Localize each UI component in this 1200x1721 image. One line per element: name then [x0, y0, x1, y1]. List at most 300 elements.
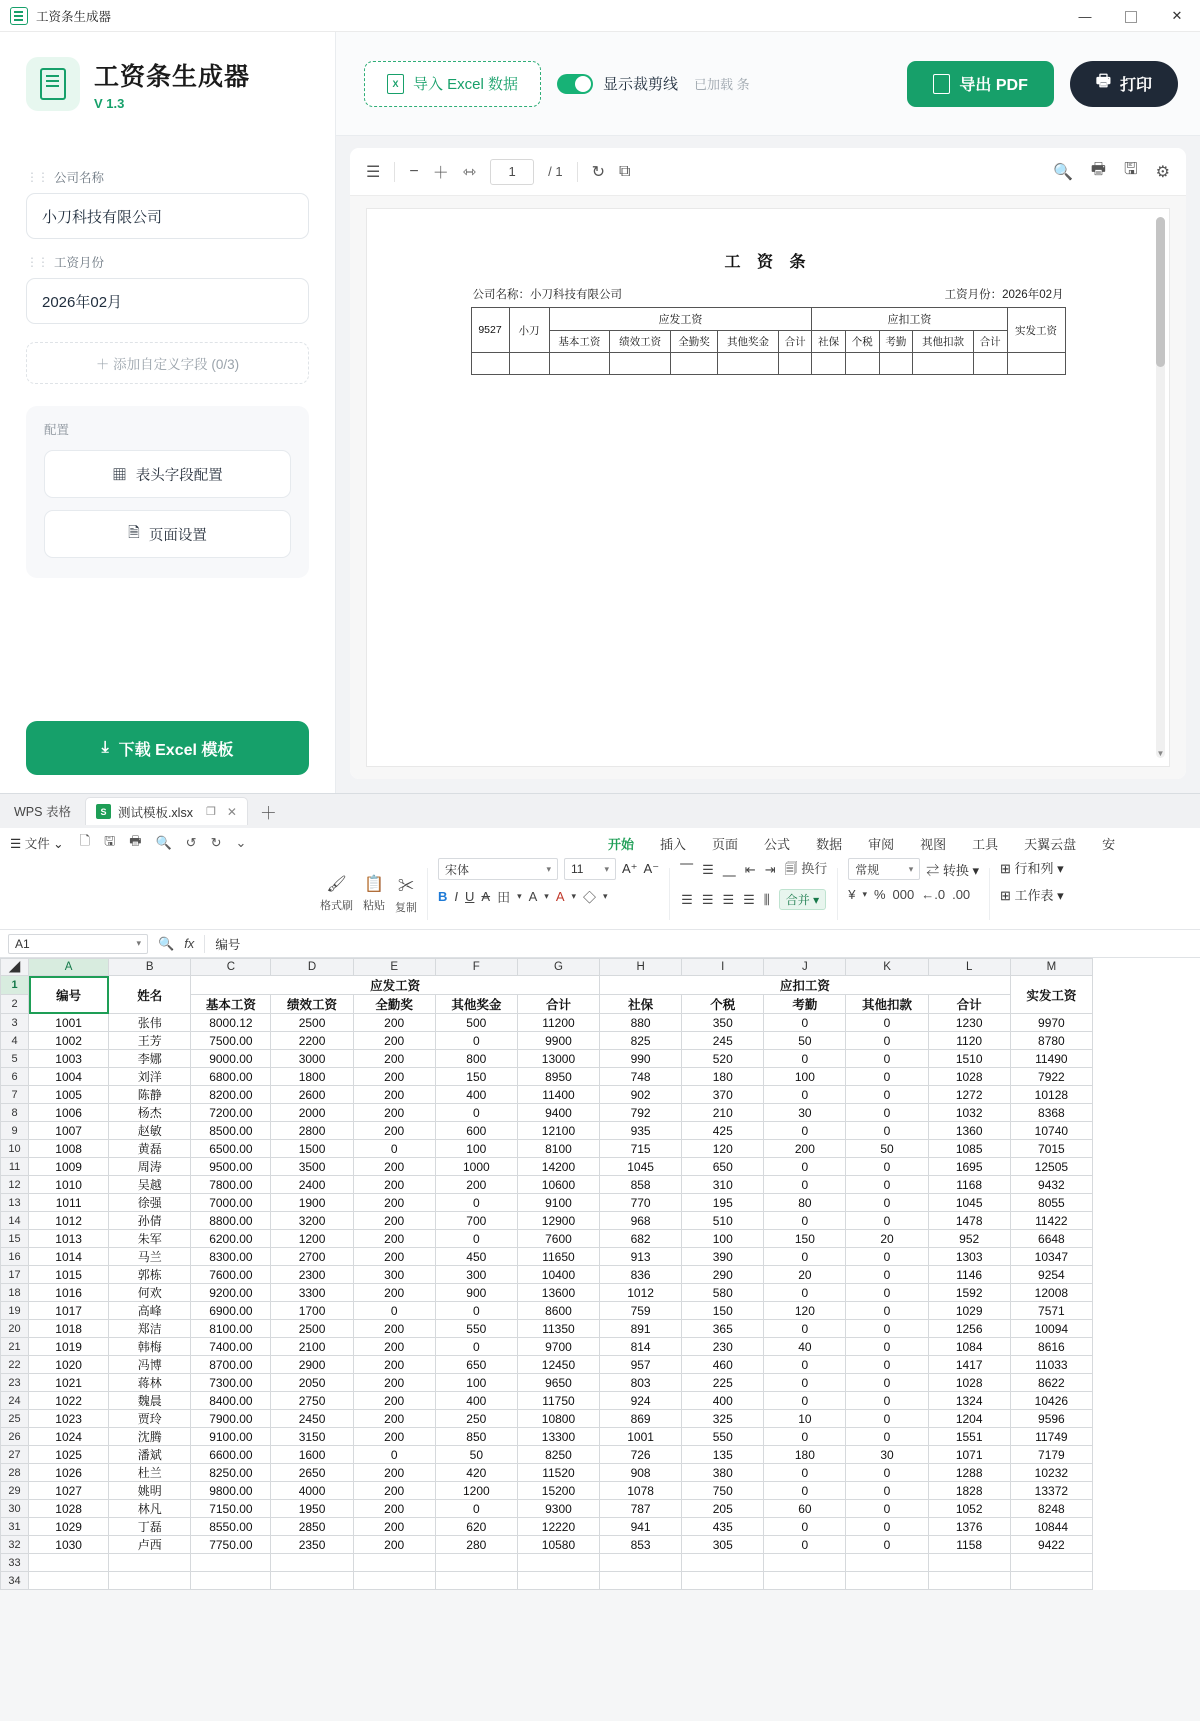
formula-input[interactable]: 编号	[204, 935, 1192, 953]
grid-header-cell[interactable]: 合计	[928, 995, 1010, 1014]
ribbon-tab-view[interactable]: 视图	[920, 836, 947, 852]
grid-cell[interactable]: 1700	[271, 1302, 353, 1320]
grid-cell[interactable]: 0	[846, 1464, 928, 1482]
grid-cell[interactable]: 8950	[517, 1068, 599, 1086]
grid-group-payable[interactable]: 应发工资	[191, 976, 600, 995]
grid-cell[interactable]	[1010, 1572, 1092, 1590]
chevron-down-icon[interactable]: ▾	[517, 891, 522, 901]
align-center-icon[interactable]: ☰	[701, 891, 714, 907]
grid-cell[interactable]: 290	[682, 1266, 764, 1284]
grid-cell[interactable]: 1200	[271, 1230, 353, 1248]
grid-cell[interactable]: 9200.00	[191, 1284, 271, 1302]
redo-icon[interactable]: ↻	[210, 835, 222, 850]
grid-cell[interactable]: 1052	[928, 1500, 1010, 1518]
grid-cell[interactable]: 135	[682, 1446, 764, 1464]
grid-cell[interactable]: 0	[435, 1338, 517, 1356]
grid-cell[interactable]: 朱军	[109, 1230, 191, 1248]
row-header[interactable]: 5	[1, 1050, 29, 1068]
grid-cell[interactable]: 3150	[271, 1428, 353, 1446]
grid-cell[interactable]: 11749	[1010, 1428, 1092, 1446]
grid-cell[interactable]: 8250	[517, 1446, 599, 1464]
grid-cell[interactable]: 1013	[29, 1230, 109, 1248]
grid-cell[interactable]: 0	[846, 1266, 928, 1284]
minimize-button[interactable]: —	[1078, 8, 1092, 24]
grid-cell[interactable]: 0	[764, 1086, 846, 1104]
grid-cell[interactable]: 1510	[928, 1050, 1010, 1068]
company-name-input[interactable]: 小刀科技有限公司	[26, 193, 309, 239]
workbook-tab[interactable]	[85, 797, 248, 825]
grid-cell[interactable]: 200	[353, 1050, 435, 1068]
grid-cell[interactable]: 9596	[1010, 1410, 1092, 1428]
grid-cell[interactable]: 500	[435, 1014, 517, 1032]
grid-cell[interactable]: 1500	[271, 1140, 353, 1158]
row-header[interactable]: 18	[1, 1284, 29, 1302]
grid-cell[interactable]: 30	[764, 1104, 846, 1122]
grid-cell[interactable]: 100	[764, 1068, 846, 1086]
grid-cell[interactable]: 9100.00	[191, 1428, 271, 1446]
grid-cell[interactable]: 8000.12	[191, 1014, 271, 1032]
grid-cell[interactable]: 9300	[517, 1500, 599, 1518]
grid-cell[interactable]: 200	[353, 1104, 435, 1122]
grid-cell[interactable]: 100	[435, 1140, 517, 1158]
zoom-out-button[interactable]: −	[409, 162, 419, 180]
grid-cell[interactable]: 0	[846, 1500, 928, 1518]
grid-cell[interactable]: 1950	[271, 1500, 353, 1518]
grid-cell[interactable]	[191, 1572, 271, 1590]
grid-cell[interactable]: 1230	[928, 1014, 1010, 1032]
grid-cell[interactable]: 徐强	[109, 1194, 191, 1212]
grid-cell[interactable]: 250	[435, 1410, 517, 1428]
grid-cell[interactable]: 9970	[1010, 1014, 1092, 1032]
grid-cell[interactable]: 0	[846, 1320, 928, 1338]
grid-cell[interactable]: 1016	[29, 1284, 109, 1302]
grid-cell[interactable]: 924	[600, 1392, 682, 1410]
grid-cell[interactable]: 0	[846, 1014, 928, 1032]
grid-cell[interactable]: 8700.00	[191, 1356, 271, 1374]
grid-cell[interactable]	[109, 1572, 191, 1590]
grid-cell[interactable]: 8780	[1010, 1032, 1092, 1050]
grid-cell[interactable]: 6648	[1010, 1230, 1092, 1248]
column-header-a[interactable]: A	[29, 959, 109, 976]
export-pdf-button[interactable]	[907, 61, 1053, 107]
grid-cell[interactable]: 8600	[517, 1302, 599, 1320]
convert-button[interactable]: ⇄ 转换 ▾	[926, 862, 979, 878]
grid-cell[interactable]: 8100	[517, 1140, 599, 1158]
ribbon-tab-page[interactable]: 页面	[712, 836, 739, 852]
drag-handle-icon[interactable]: ⋮⋮	[26, 255, 48, 269]
dual-page-icon[interactable]: ⧉	[618, 162, 631, 180]
grid-cell[interactable]: 1000	[435, 1158, 517, 1176]
grid-cell[interactable]: 0	[353, 1302, 435, 1320]
grid-cell[interactable]: 2050	[271, 1374, 353, 1392]
grid-cell[interactable]: 0	[764, 1050, 846, 1068]
column-header-g[interactable]: G	[517, 959, 599, 976]
row-header[interactable]: 20	[1, 1320, 29, 1338]
grid-cell[interactable]: 120	[682, 1140, 764, 1158]
zoom-in-button[interactable]: ＋	[432, 165, 449, 182]
grid-cell[interactable]: 0	[353, 1140, 435, 1158]
grid-cell[interactable]: 0	[846, 1338, 928, 1356]
grid-cell[interactable]: 0	[764, 1284, 846, 1302]
increase-indent-icon[interactable]: ⇥	[764, 862, 776, 877]
grid-cell[interactable]: 丁磊	[109, 1518, 191, 1536]
grid-cell[interactable]: 7571	[1010, 1302, 1092, 1320]
grid-cell[interactable]: 10580	[517, 1536, 599, 1554]
grid-cell[interactable]: 沈腾	[109, 1428, 191, 1446]
grid-cell[interactable]: 180	[682, 1068, 764, 1086]
grid-cell[interactable]: 1023	[29, 1410, 109, 1428]
print-icon[interactable]: 🖶	[129, 833, 142, 848]
grid-cell[interactable]: 11200	[517, 1014, 599, 1032]
scroll-down-icon[interactable]: ▼	[1156, 749, 1165, 758]
grid-cell[interactable]: 1029	[29, 1518, 109, 1536]
grid-cell[interactable]: 1014	[29, 1248, 109, 1266]
paste-button[interactable]: 📋 粘贴	[363, 876, 385, 912]
row-header[interactable]: 7	[1, 1086, 29, 1104]
grid-cell[interactable]: 1045	[600, 1158, 682, 1176]
grid-cell[interactable]: 520	[682, 1050, 764, 1068]
grid-cell[interactable]: 蒋林	[109, 1374, 191, 1392]
grid-cell[interactable]: 60	[764, 1500, 846, 1518]
grid-cell[interactable]: 0	[353, 1446, 435, 1464]
grid-cell[interactable]: 0	[846, 1428, 928, 1446]
grid-cell[interactable]: 435	[682, 1518, 764, 1536]
new-icon[interactable]: 🗋	[79, 833, 91, 848]
download-excel-template-button[interactable]: ⤓ 下载 Excel 模板	[26, 721, 309, 775]
grid-cell[interactable]: 1028	[29, 1500, 109, 1518]
grid-cell[interactable]: 赵敏	[109, 1122, 191, 1140]
grid-cell[interactable]: 400	[435, 1392, 517, 1410]
grid-cell[interactable]: 0	[764, 1248, 846, 1266]
chevron-down-icon[interactable]: ▾	[544, 891, 549, 901]
open-icon[interactable]: 🖫	[104, 833, 116, 848]
new-tab-button[interactable]: ＋	[259, 803, 277, 823]
grid-cell[interactable]: 马兰	[109, 1248, 191, 1266]
crop-line-toggle[interactable]	[557, 74, 593, 94]
grid-cell[interactable]: 13300	[517, 1428, 599, 1446]
grid-cell[interactable]: 1045	[928, 1194, 1010, 1212]
align-left-icon[interactable]: ☰	[681, 891, 693, 907]
crop-line-toggle-group[interactable]	[557, 73, 678, 94]
grid-cell[interactable]: 1800	[271, 1068, 353, 1086]
grid-cell[interactable]: 750	[682, 1482, 764, 1500]
clear-format-button[interactable]: ◇	[583, 890, 597, 905]
grid-cell[interactable]: 9800.00	[191, 1482, 271, 1500]
grid-header-cell[interactable]: 合计	[517, 995, 599, 1014]
grid-cell[interactable]: 1085	[928, 1140, 1010, 1158]
grid-cell[interactable]: 冯博	[109, 1356, 191, 1374]
grid-cell[interactable]: 225	[682, 1374, 764, 1392]
grid-cell[interactable]: 1018	[29, 1320, 109, 1338]
grid-cell[interactable]: 50	[846, 1140, 928, 1158]
grid-header-cell[interactable]: 社保	[600, 995, 682, 1014]
header-field-config-button[interactable]: ▦ 表头字段配置	[44, 450, 291, 498]
grid-cell[interactable]: 11490	[1010, 1050, 1092, 1068]
grid-cell[interactable]: 300	[353, 1266, 435, 1284]
grid-cell[interactable]	[353, 1554, 435, 1572]
name-box[interactable]: A1 ▾	[8, 934, 148, 954]
grid-cell[interactable]: 200	[353, 1230, 435, 1248]
print-icon[interactable]: 🖶	[1090, 161, 1107, 178]
chevron-down-icon[interactable]: ▾	[571, 891, 577, 901]
grid-cell[interactable]: 880	[600, 1014, 682, 1032]
grid-cell[interactable]: 1900	[271, 1194, 353, 1212]
grid-cell[interactable]: 40	[764, 1338, 846, 1356]
grid-cell[interactable]: 2200	[271, 1032, 353, 1050]
row-header[interactable]: 1	[1, 976, 29, 995]
grid-cell[interactable]: 0	[764, 1176, 846, 1194]
wrap-text-button[interactable]: 🗐 换行	[784, 861, 828, 876]
grid-cell[interactable]: 王芳	[109, 1032, 191, 1050]
customize-qat-icon[interactable]: ⌄	[235, 835, 247, 850]
grid-cell[interactable]	[600, 1554, 682, 1572]
grid-cell[interactable]: 1084	[928, 1338, 1010, 1356]
increase-font-button[interactable]: A⁺	[622, 861, 638, 876]
grid-cell[interactable]: 550	[682, 1428, 764, 1446]
settings-gear-icon[interactable]: ⚙	[1155, 163, 1170, 181]
grid-cell[interactable]: 968	[600, 1212, 682, 1230]
grid-cell[interactable]	[928, 1572, 1010, 1590]
grid-cell[interactable]: 9100	[517, 1194, 599, 1212]
fill-color-button[interactable]: A	[528, 889, 538, 904]
grid-cell[interactable]: 高峰	[109, 1302, 191, 1320]
grid-cell[interactable]: 280	[435, 1536, 517, 1554]
row-header[interactable]: 23	[1, 1374, 29, 1392]
grid-cell[interactable]: 450	[435, 1248, 517, 1266]
column-header-l[interactable]: L	[928, 959, 1010, 976]
grid-cell[interactable]: 11033	[1010, 1356, 1092, 1374]
grid-header-cell[interactable]: 全勤奖	[353, 995, 435, 1014]
grid-cell[interactable]: 50	[764, 1032, 846, 1050]
grid-cell[interactable]: 400	[682, 1392, 764, 1410]
grid-cell[interactable]: 200	[353, 1248, 435, 1266]
grid-cell[interactable]: 0	[435, 1194, 517, 1212]
row-header[interactable]: 30	[1, 1500, 29, 1518]
grid-cell[interactable]: 0	[846, 1284, 928, 1302]
grid-cell[interactable]: 0	[846, 1194, 928, 1212]
grid-cell[interactable]: 715	[600, 1140, 682, 1158]
grid-cell[interactable]: 1021	[29, 1374, 109, 1392]
grid-cell[interactable]: 7500.00	[191, 1032, 271, 1050]
grid-cell[interactable]: 869	[600, 1410, 682, 1428]
grid-cell[interactable]: 550	[435, 1320, 517, 1338]
grid-cell[interactable]: 9432	[1010, 1176, 1092, 1194]
grid-cell[interactable]: 10232	[1010, 1464, 1092, 1482]
grid-cell[interactable]: 0	[846, 1122, 928, 1140]
grid-cell[interactable]: 0	[846, 1032, 928, 1050]
grid-cell[interactable]: 0	[846, 1536, 928, 1554]
grid-cell[interactable]: 11650	[517, 1248, 599, 1266]
grid-cell[interactable]: 0	[764, 1014, 846, 1032]
grid-cell[interactable]: 1200	[435, 1482, 517, 1500]
grid-cell[interactable]: 1026	[29, 1464, 109, 1482]
grid-cell[interactable]: 9000.00	[191, 1050, 271, 1068]
grid-cell[interactable]: 11520	[517, 1464, 599, 1482]
grid-cell[interactable]: 陈静	[109, 1086, 191, 1104]
grid-cell[interactable]: 836	[600, 1266, 682, 1284]
grid-cell[interactable]: 0	[764, 1212, 846, 1230]
grid-cell[interactable]: 1006	[29, 1104, 109, 1122]
grid-cell[interactable]: 2400	[271, 1176, 353, 1194]
row-header[interactable]: 32	[1, 1536, 29, 1554]
row-header[interactable]: 27	[1, 1446, 29, 1464]
chevron-down-icon[interactable]: ▾	[603, 891, 608, 901]
grid-cell[interactable]: 孙倩	[109, 1212, 191, 1230]
grid-cell[interactable]: 6900.00	[191, 1302, 271, 1320]
grid-cell[interactable]: 200	[353, 1122, 435, 1140]
grid-cell[interactable]: 825	[600, 1032, 682, 1050]
grid-cell[interactable]: 1025	[29, 1446, 109, 1464]
row-header[interactable]: 12	[1, 1176, 29, 1194]
grid-cell[interactable]: 1592	[928, 1284, 1010, 1302]
chevron-down-icon[interactable]: ▾	[862, 889, 867, 899]
grid-cell[interactable]: 0	[764, 1158, 846, 1176]
page-number-input[interactable]: 1	[490, 159, 534, 185]
grid-cell[interactable]: 814	[600, 1338, 682, 1356]
grid-cell[interactable]: 200	[353, 1500, 435, 1518]
grid-cell[interactable]: 908	[600, 1464, 682, 1482]
row-header[interactable]: 11	[1, 1158, 29, 1176]
grid-cell[interactable]: 10740	[1010, 1122, 1092, 1140]
grid-cell[interactable]: 15200	[517, 1482, 599, 1500]
grid-cell[interactable]: 1011	[29, 1194, 109, 1212]
grid-cell[interactable]: 891	[600, 1320, 682, 1338]
grid-cell[interactable]: 7600.00	[191, 1266, 271, 1284]
grid-cell-b1[interactable]: 姓名	[109, 976, 191, 1014]
grid-cell[interactable]: 1030	[29, 1536, 109, 1554]
grid-cell[interactable]	[271, 1572, 353, 1590]
grid-cell[interactable]: 310	[682, 1176, 764, 1194]
grid-cell-m1[interactable]: 实发工资	[1010, 976, 1092, 1014]
grid-cell[interactable]: 8055	[1010, 1194, 1092, 1212]
grid-cell[interactable]: 2900	[271, 1356, 353, 1374]
drag-handle-icon[interactable]: ⋮⋮	[26, 170, 48, 184]
grid-cell[interactable]: 1146	[928, 1266, 1010, 1284]
row-header[interactable]: 8	[1, 1104, 29, 1122]
grid-cell[interactable]: 1017	[29, 1302, 109, 1320]
grid-cell[interactable]: 7900.00	[191, 1410, 271, 1428]
grid-cell[interactable]: 200	[353, 1428, 435, 1446]
grid-cell[interactable]: 0	[846, 1410, 928, 1428]
comma-style-button[interactable]: 000	[892, 887, 915, 902]
grid-cell[interactable]: 8400.00	[191, 1392, 271, 1410]
grid-cell[interactable]	[517, 1572, 599, 1590]
ribbon-tab-tools[interactable]: 工具	[972, 836, 999, 852]
grid-cell[interactable]: 2700	[271, 1248, 353, 1266]
grid-header-cell[interactable]: 其他奖金	[435, 995, 517, 1014]
italic-button[interactable]: I	[454, 889, 459, 904]
row-header[interactable]: 34	[1, 1572, 29, 1590]
grid-cell[interactable]: 370	[682, 1086, 764, 1104]
undo-icon[interactable]: ↺	[185, 835, 197, 850]
column-header-m[interactable]: M	[1010, 959, 1092, 976]
ribbon-tab-review[interactable]: 审阅	[868, 836, 895, 852]
grid-cell[interactable]: 8248	[1010, 1500, 1092, 1518]
grid-cell[interactable]: 350	[682, 1014, 764, 1032]
grid-cell[interactable]: 7200.00	[191, 1104, 271, 1122]
grid-cell[interactable]: 9422	[1010, 1536, 1092, 1554]
grid-cell[interactable]: 150	[435, 1068, 517, 1086]
grid-cell[interactable]: 吴越	[109, 1176, 191, 1194]
grid-cell[interactable]: 150	[682, 1302, 764, 1320]
search-icon[interactable]: 🔍	[1052, 163, 1073, 181]
sidebar-toggle-icon[interactable]: ☰	[366, 163, 381, 181]
grid-cell[interactable]: 1005	[29, 1086, 109, 1104]
grid-cell[interactable]	[109, 1554, 191, 1572]
grid-cell[interactable]: 0	[764, 1374, 846, 1392]
grid-cell[interactable]	[928, 1554, 1010, 1572]
borders-button[interactable]: 田	[497, 890, 511, 905]
row-header[interactable]: 3	[1, 1014, 29, 1032]
number-format-select[interactable]: 常规 ▾	[848, 858, 920, 880]
grid-cell[interactable]: 726	[600, 1446, 682, 1464]
grid-cell[interactable]	[353, 1572, 435, 1590]
grid-cell[interactable]: 1002	[29, 1032, 109, 1050]
currency-button[interactable]: ¥	[848, 887, 856, 902]
grid-cell[interactable]: 1120	[928, 1032, 1010, 1050]
grid-cell[interactable]: 957	[600, 1356, 682, 1374]
grid-cell[interactable]: 1324	[928, 1392, 1010, 1410]
grid-cell-a1[interactable]: 编号	[29, 976, 109, 1014]
grid-header-cell[interactable]: 其他扣款	[846, 995, 928, 1014]
grid-cell[interactable]: 9500.00	[191, 1158, 271, 1176]
grid-cell[interactable]: 0	[846, 1392, 928, 1410]
grid-cell[interactable]: 120	[764, 1302, 846, 1320]
grid-cell[interactable]: 200	[353, 1284, 435, 1302]
decrease-font-button[interactable]: A⁻	[643, 861, 660, 876]
grid-cell[interactable]: 10	[764, 1410, 846, 1428]
grid-cell[interactable]: 325	[682, 1410, 764, 1428]
align-middle-icon[interactable]: ☰	[702, 862, 714, 877]
grid-cell[interactable]: 10347	[1010, 1248, 1092, 1266]
grid-cell[interactable]: 200	[353, 1068, 435, 1086]
grid-cell[interactable]: 200	[435, 1176, 517, 1194]
grid-cell[interactable]: 460	[682, 1356, 764, 1374]
grid-cell[interactable]: 1008	[29, 1140, 109, 1158]
row-header[interactable]: 21	[1, 1338, 29, 1356]
grid-cell[interactable]: 潘斌	[109, 1446, 191, 1464]
grid-cell[interactable]: 200	[353, 1536, 435, 1554]
grid-cell[interactable]: 2350	[271, 1536, 353, 1554]
ribbon-tab-insert[interactable]: 插入	[660, 836, 687, 852]
grid-cell[interactable]: 1010	[29, 1176, 109, 1194]
grid-cell[interactable]: 7400.00	[191, 1338, 271, 1356]
grid-cell[interactable]: 11750	[517, 1392, 599, 1410]
grid-cell[interactable]: 0	[764, 1536, 846, 1554]
grid-cell[interactable]: 200	[353, 1374, 435, 1392]
grid-cell[interactable]: 1272	[928, 1086, 1010, 1104]
column-header-h[interactable]: H	[600, 959, 682, 976]
grid-cell[interactable]: 0	[846, 1356, 928, 1374]
grid-cell[interactable]: 8550.00	[191, 1518, 271, 1536]
grid-cell[interactable]: 10128	[1010, 1086, 1092, 1104]
grid-cell[interactable]: 2750	[271, 1392, 353, 1410]
align-bottom-icon[interactable]: ⎽	[722, 862, 736, 877]
grid-cell[interactable]: 8250.00	[191, 1464, 271, 1482]
grid-cell[interactable]: 12505	[1010, 1158, 1092, 1176]
grid-cell[interactable]: 0	[846, 1050, 928, 1068]
grid-cell[interactable]: 420	[435, 1464, 517, 1482]
grid-cell[interactable]: 11400	[517, 1086, 599, 1104]
grid-cell[interactable]: 20	[846, 1230, 928, 1248]
grid-cell[interactable]: 3200	[271, 1212, 353, 1230]
grid-cell[interactable]: 200	[353, 1194, 435, 1212]
grid-cell[interactable]: 杜兰	[109, 1464, 191, 1482]
grid-cell[interactable]: 1551	[928, 1428, 1010, 1446]
grid-cell[interactable]: 3500	[271, 1158, 353, 1176]
grid-cell[interactable]: 何欢	[109, 1284, 191, 1302]
grid-cell[interactable]: 1009	[29, 1158, 109, 1176]
